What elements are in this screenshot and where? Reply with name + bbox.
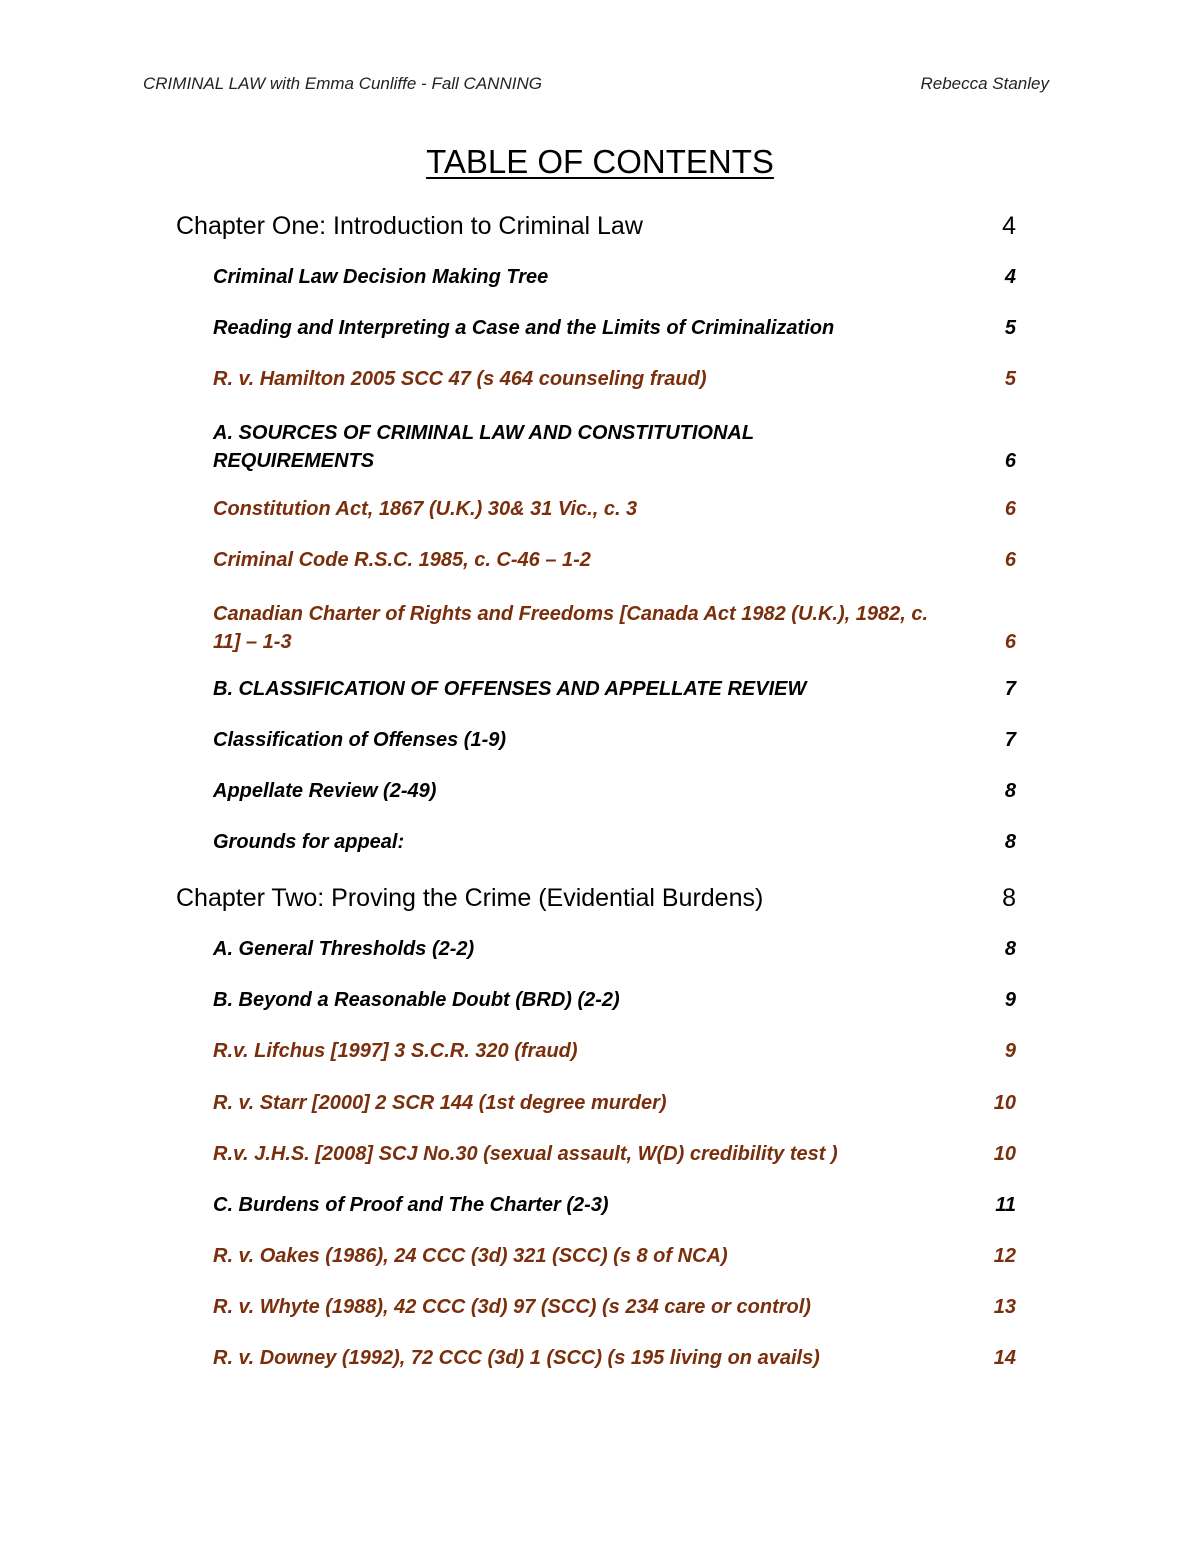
toc-entry-downey[interactable] — [213, 1347, 1016, 1375]
toc-page-number: 6 — [1004, 498, 1016, 520]
toc-chapter-label: Chapter One: Introduction to Criminal Law — [176, 212, 643, 240]
toc-entry-brd[interactable] — [213, 989, 1016, 1017]
toc-entry-label: R. v. Hamilton 2005 SCC 47 (s 464 counseling fraud) — [213, 368, 707, 390]
toc-entry-constitution-act[interactable] — [213, 498, 1016, 526]
toc-entry-label: Grounds for appeal: — [213, 831, 405, 853]
toc-page-number: 7 — [1004, 729, 1016, 751]
toc-entry-label: R. v. Downey (1992), 72 CCC (3d) 1 (SCC) (s 195 living on avails) — [213, 1347, 820, 1369]
toc-page-number: 12 — [993, 1245, 1016, 1267]
toc-entry-hamilton[interactable] — [213, 368, 1016, 396]
toc-page-number: 5 — [1004, 368, 1016, 390]
toc-page-number: 5 — [1004, 317, 1016, 339]
toc-entry-label: R.v. Lifchus [1997] 3 S.C.R. 320 (fraud) — [213, 1040, 578, 1062]
toc-entry-label: R. v. Oakes (1986), 24 CCC (3d) 321 (SCC) (s 8 of NCA) — [213, 1245, 728, 1267]
toc-page-number: 7 — [1004, 678, 1016, 700]
toc-entry-reading-case[interactable] — [213, 317, 1016, 345]
toc-title: TABLE OF CONTENTS — [426, 143, 774, 180]
toc-entry-label-line1: A. SOURCES OF CRIMINAL LAW AND CONSTITUTIONAL — [213, 422, 755, 444]
toc-entry-classification-offenses[interactable] — [213, 729, 1016, 757]
toc-page-number: 8 — [1004, 780, 1016, 802]
toc-page-number: 8 — [1004, 831, 1016, 853]
toc-entry-label: Constitution Act, 1867 (U.K.) 30& 31 Vic., c. 3 — [213, 498, 638, 520]
toc-entry-jhs[interactable] — [213, 1143, 1016, 1171]
toc-entry-sources[interactable] — [213, 419, 1016, 475]
toc-chapter-label: Chapter Two: Proving the Crime (Evidential Burdens) — [176, 884, 764, 912]
toc-entry-label: R. v. Starr [2000] 2 SCR 144 (1st degree murder) — [213, 1092, 667, 1114]
toc-page-number: 14 — [993, 1347, 1016, 1369]
toc-page-number: 6 — [1004, 631, 1016, 653]
toc-entry-general-thresholds[interactable] — [213, 938, 1016, 966]
toc-entry-label: Classification of Offenses (1-9) — [213, 729, 507, 751]
toc-entry-label: A. General Thresholds (2-2) — [213, 938, 475, 960]
toc-page-number: 9 — [1004, 1040, 1016, 1062]
toc-entry-label: C. Burdens of Proof and The Charter (2-3) — [213, 1194, 609, 1216]
toc-entry-lifchus[interactable] — [213, 1040, 1016, 1068]
toc-page-number: 4 — [1004, 266, 1016, 288]
toc-entry-decision-tree[interactable] — [213, 266, 1016, 294]
toc-entry-label: Reading and Interpreting a Case and the Limits of Criminalization — [213, 317, 835, 339]
toc-entry-label-line2: REQUIREMENTS — [213, 450, 375, 472]
toc-page-number: 6 — [1004, 450, 1016, 472]
toc-entry-whyte[interactable] — [213, 1296, 1016, 1324]
toc-entry-label — [213, 419, 754, 475]
page-header-left: CRIMINAL LAW with Emma Cunliffe - Fall CANNING — [143, 74, 542, 93]
toc-entry-label: B. Beyond a Reasonable Doubt (BRD) (2-2) — [213, 989, 620, 1011]
toc-entry-burdens-charter[interactable] — [213, 1194, 1016, 1222]
toc-page-number: 6 — [1004, 549, 1016, 571]
toc-chapter-two[interactable] — [176, 884, 1026, 918]
toc-entry-label: R. v. Whyte (1988), 42 CCC (3d) 97 (SCC) (s 234 care or control) — [213, 1296, 811, 1318]
toc-entry-oakes[interactable] — [213, 1245, 1016, 1273]
toc-entry-label — [213, 600, 928, 656]
toc-chapter-one[interactable] — [176, 212, 1026, 246]
toc-entry-classification-review[interactable] — [213, 678, 1016, 706]
toc-entry-grounds-appeal[interactable] — [213, 831, 1016, 859]
toc-page-number: 11 — [995, 1194, 1016, 1216]
toc-entry-appellate-review[interactable] — [213, 780, 1016, 808]
toc-entry-label: Criminal Law Decision Making Tree — [213, 266, 549, 288]
toc-page-number: 10 — [993, 1092, 1016, 1114]
toc-entry-charter[interactable] — [213, 600, 1016, 656]
toc-entry-label: Criminal Code R.S.C. 1985, c. C-46 – 1-2 — [213, 549, 591, 571]
toc-page-number: 13 — [993, 1296, 1016, 1318]
toc-page-number: 4 — [1002, 212, 1016, 240]
toc-page-number: 10 — [993, 1143, 1016, 1165]
toc-entry-starr[interactable] — [213, 1092, 1016, 1120]
toc-entry-label-line2: 11] – 1-3 — [213, 631, 292, 653]
toc-entry-label: B. CLASSIFICATION OF OFFENSES AND APPELLATE REVIEW — [213, 678, 807, 700]
toc-entry-criminal-code[interactable] — [213, 549, 1016, 577]
toc-page-number: 8 — [1004, 938, 1016, 960]
toc-entry-label-line1: Canadian Charter of Rights and Freedoms [Canada Act 1982 (U.K.), 1982, c. — [213, 603, 928, 625]
toc-entry-label: Appellate Review (2-49) — [213, 780, 437, 802]
toc-page-number: 9 — [1004, 989, 1016, 1011]
page-header-right: Rebecca Stanley — [920, 74, 1049, 93]
toc-page-number: 8 — [1002, 884, 1016, 912]
toc-entry-label: R.v. J.H.S. [2008] SCJ No.30 (sexual assault, W(D) credibility test ) — [213, 1143, 838, 1165]
